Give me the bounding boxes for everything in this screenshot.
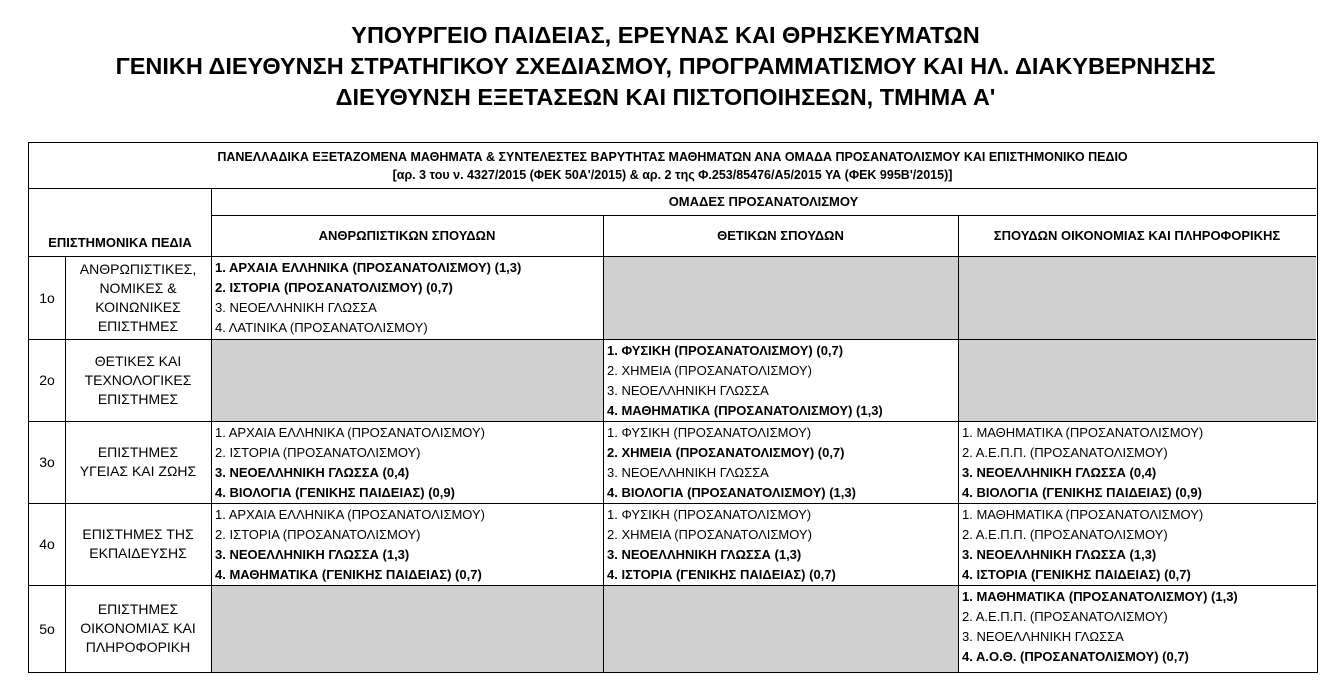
weighted-subject: 3. ΝΕΟΕΛΛΗΝΙΚΗ ΓΛΩΣΣΑ (1,3)	[607, 547, 802, 562]
field-number: 3ο	[39, 454, 55, 470]
empty-cell	[212, 586, 603, 672]
ministry-name: ΥΠΟΥΡΓΕΙΟ ΠΑΙΔΕΙΑΣ, ΕΡΕΥΝΑΣ ΚΑΙ ΘΡΗΣΚΕΥΜΑΤΩΝ	[351, 22, 980, 48]
weighted-subject: 3. ΝΕΟΕΛΛΗΝΙΚΗ ΓΛΩΣΣΑ (0,4)	[962, 465, 1157, 480]
table-rule	[29, 421, 1316, 422]
subject: 1. ΦΥΣΙΚΗ (ΠΡΟΣΑΝΑΤΟΛΙΣΜΟΥ)	[607, 507, 812, 522]
field-name-line: ΘΕΤΙΚΕΣ ΚΑΙ	[94, 352, 182, 369]
subject-list	[215, 505, 601, 585]
table-rule	[29, 503, 1316, 504]
table-rule	[603, 215, 604, 672]
subject-list	[962, 423, 1314, 503]
subject: 3. ΝΕΟΕΛΛΗΝΙΚΗ ΓΛΩΣΣΑ	[607, 383, 769, 398]
field-name	[65, 256, 211, 339]
group-header-sciences: ΘΕΤΙΚΩΝ ΣΠΟΥΔΩΝ	[717, 228, 844, 243]
field-name-line: ΟΙΚΟΝΟΜΙΑΣ ΚΑΙ	[80, 620, 196, 636]
field-name-line: ΕΠΙΣΤΗΜΕΣ	[97, 601, 179, 617]
field-name	[65, 339, 211, 421]
field-name-line: ΠΛΗΡΟΦΟΡΙΚΗ	[85, 639, 191, 655]
subject-list	[962, 587, 1314, 667]
group-header-economics: ΣΠΟΥΔΩΝ ΟΙΚΟΝΟΜΙΑΣ ΚΑΙ ΠΛΗΡΟΦΟΡΙΚΗΣ	[993, 228, 1281, 243]
weighted-subject: 2. ΙΣΤΟΡΙΑ (ΠΡΟΣΑΝΑΤΟΛΙΣΜΟΥ) (0,7)	[215, 280, 453, 295]
field-number: 1ο	[39, 289, 55, 306]
table-rule	[211, 188, 212, 672]
weighted-subject: 3. ΝΕΟΕΛΛΗΝΙΚΗ ΓΛΩΣΣΑ (0,4)	[215, 465, 410, 480]
table-rule	[29, 585, 1316, 586]
field-name-line: ΕΠΙΣΤΗΜΕΣ	[97, 444, 179, 460]
empty-cell	[959, 257, 1316, 339]
subject: 2. ΧΗΜΕΙΑ (ΠΡΟΣΑΝΑΤΟΛΙΣΜΟΥ)	[607, 527, 812, 542]
weighted-subject: 3. ΝΕΟΕΛΛΗΝΙΚΗ ΓΛΩΣΣΑ (1,3)	[962, 547, 1157, 562]
department-name: ΔΙΕΥΘΥΝΣΗ ΕΞΕΤΑΣΕΩΝ ΚΑΙ ΠΙΣΤΟΠΟΙΗΣΕΩΝ, ΤΜΗΜΑ Α'	[335, 84, 996, 110]
subject: 2. Α.Ε.Π.Π. (ΠΡΟΣΑΝΑΤΟΛΙΣΜΟΥ)	[962, 445, 1168, 460]
empty-cell	[212, 340, 603, 421]
field-number: 5ο	[39, 620, 55, 637]
field-name	[65, 503, 211, 585]
subject: 1. ΜΑΘΗΜΑΤΙΚΑ (ΠΡΟΣΑΝΑΤΟΛΙΣΜΟΥ)	[962, 507, 1204, 522]
field-name-line: ΕΠΙΣΤΗΜΕΣ	[97, 317, 179, 334]
subject: 3. ΝΕΟΕΛΛΗΝΙΚΗ ΓΛΩΣΣΑ	[607, 465, 769, 480]
document-header	[0, 20, 1331, 113]
subject: 1. ΦΥΣΙΚΗ (ΠΡΟΣΑΝΑΤΟΛΙΣΜΟΥ)	[607, 425, 812, 440]
table-title-block	[29, 143, 1316, 188]
subject: 4. ΛΑΤΙΝΙΚΑ (ΠΡΟΣΑΝΑΤΟΛΙΣΜΟΥ)	[215, 320, 428, 335]
table-rule	[29, 339, 1316, 340]
subject: 2. Α.Ε.Π.Π. (ΠΡΟΣΑΝΑΤΟΛΙΣΜΟΥ)	[962, 609, 1168, 624]
field-number: 2ο	[39, 372, 55, 388]
field-name-line: ΝΟΜΙΚΕΣ &	[99, 279, 177, 296]
weighted-subject: 2. ΧΗΜΕΙΑ (ΠΡΟΣΑΝΑΤΟΛΙΣΜΟΥ) (0,7)	[607, 445, 845, 460]
subject-list	[607, 423, 956, 503]
field-name	[65, 585, 211, 672]
weighted-subject: 4. ΙΣΤΟΡΙΑ (ΓΕΝΙΚΗΣ ΠΑΙΔΕΙΑΣ) (0,7)	[962, 567, 1191, 582]
subject-list	[962, 505, 1314, 585]
weighted-subject: 4. ΒΙΟΛΟΓΙΑ (ΓΕΝΙΚΗΣ ΠΑΙΔΕΙΑΣ) (0,9)	[215, 485, 455, 500]
field-name-line: ΑΝΘΡΩΠΙΣΤΙΚΕΣ,	[79, 260, 197, 277]
table-legal-reference: [αρ. 3 του ν. 4327/2015 (ΦΕΚ 50Α'/2015) & αρ. 2 της Φ.253/85476/Α5/2015 ΥΑ (ΦΕΚ 995Β'/2015)]	[392, 167, 953, 182]
empty-cell	[604, 257, 958, 339]
directorate-general-name: ΓΕΝΙΚΗ ΔΙΕΥΘΥΝΣΗ ΣΤΡΑΤΗΓΙΚΟΥ ΣΧΕΔΙΑΣΜΟΥ, ΠΡΟΓΡΑΜΜΑΤΙΣΜΟΥ ΚΑΙ ΗΛ. ΔΙΑΚΥΒΕΡΝΗΣΗΣ	[115, 53, 1216, 79]
table-rule	[29, 256, 1316, 257]
field-name-line: ΕΠΙΣΤΗΜΕΣ	[97, 390, 179, 407]
subject-list	[215, 423, 601, 503]
table-rule	[65, 256, 66, 672]
subject: 3. ΝΕΟΕΛΛΗΝΙΚΗ ΓΛΩΣΣΑ	[215, 300, 377, 315]
field-name-line: ΕΠΙΣΤΗΜΕΣ ΤΗΣ	[82, 526, 194, 542]
subject: 1. ΑΡΧΑΙΑ ΕΛΛΗΝΙΚΑ (ΠΡΟΣΑΝΑΤΟΛΙΣΜΟΥ)	[215, 507, 485, 522]
subject: 2. ΙΣΤΟΡΙΑ (ΠΡΟΣΑΝΑΤΟΛΙΣΜΟΥ)	[215, 445, 421, 460]
weighted-subject: 1. ΑΡΧΑΙΑ ΕΛΛΗΝΙΚΑ (ΠΡΟΣΑΝΑΤΟΛΙΣΜΟΥ) (1,3)	[215, 260, 522, 275]
exam-subjects-table	[28, 142, 1318, 673]
weighted-subject: 4. ΒΙΟΛΟΓΙΑ (ΠΡΟΣΑΝΑΤΟΛΙΣΜΟΥ) (1,3)	[607, 485, 856, 500]
field-name-line: ΕΚΠΑΙΔΕΥΣΗΣ	[89, 545, 187, 561]
empty-cell	[959, 340, 1316, 421]
subject-list	[215, 258, 601, 338]
field-name-line: ΤΕΧΝΟΛΟΓΙΚΕΣ	[84, 371, 192, 388]
orientation-groups-header: ΟΜΑΔΕΣ ΠΡΟΣΑΝΑΤΟΛΙΣΜΟΥ	[668, 194, 859, 209]
weighted-subject: 4. ΒΙΟΛΟΓΙΑ (ΓΕΝΙΚΗΣ ΠΑΙΔΕΙΑΣ) (0,9)	[962, 485, 1202, 500]
weighted-subject: 4. ΜΑΘΗΜΑΤΙΚΑ (ΠΡΟΣΑΝΑΤΟΛΙΣΜΟΥ) (1,3)	[607, 403, 883, 418]
subject: 2. ΧΗΜΕΙΑ (ΠΡΟΣΑΝΑΤΟΛΙΣΜΟΥ)	[607, 363, 812, 378]
field-name-line: ΚΟΙΝΩΝΙΚΕΣ	[95, 298, 181, 315]
empty-cell	[604, 586, 958, 672]
subject: 1. ΜΑΘΗΜΑΤΙΚΑ (ΠΡΟΣΑΝΑΤΟΛΙΣΜΟΥ)	[962, 425, 1204, 440]
subject-list	[607, 341, 956, 421]
weighted-subject: 4. ΙΣΤΟΡΙΑ (ΓΕΝΙΚΗΣ ΠΑΙΔΕΙΑΣ) (0,7)	[607, 567, 836, 582]
subject: 3. ΝΕΟΕΛΛΗΝΙΚΗ ΓΛΩΣΣΑ	[962, 629, 1124, 644]
weighted-subject: 3. ΝΕΟΕΛΛΗΝΙΚΗ ΓΛΩΣΣΑ (1,3)	[215, 547, 410, 562]
field-name-line: ΥΓΕΙΑΣ ΚΑΙ ΖΩΗΣ	[79, 463, 197, 479]
subject: 2. ΙΣΤΟΡΙΑ (ΠΡΟΣΑΝΑΤΟΛΙΣΜΟΥ)	[215, 527, 421, 542]
subject-list	[607, 505, 956, 585]
weighted-subject: 4. Α.Ο.Θ. (ΠΡΟΣΑΝΑΤΟΛΙΣΜΟΥ) (0,7)	[962, 649, 1189, 664]
table-rule	[958, 215, 959, 672]
field-number: 4ο	[39, 536, 55, 552]
field-name	[65, 421, 211, 503]
fields-column-header: ΕΠΙΣΤΗΜΟΝΙΚΑ ΠΕΔΙΑ	[48, 235, 192, 250]
subject: 1. ΑΡΧΑΙΑ ΕΛΛΗΝΙΚΑ (ΠΡΟΣΑΝΑΤΟΛΙΣΜΟΥ)	[215, 425, 485, 440]
subject: 2. Α.Ε.Π.Π. (ΠΡΟΣΑΝΑΤΟΛΙΣΜΟΥ)	[962, 527, 1168, 542]
table-rule	[29, 188, 1316, 189]
weighted-subject: 1. ΦΥΣΙΚΗ (ΠΡΟΣΑΝΑΤΟΛΙΣΜΟΥ) (0,7)	[607, 343, 844, 358]
group-header-humanities: ΑΝΘΡΩΠΙΣΤΙΚΩΝ ΣΠΟΥΔΩΝ	[318, 228, 496, 243]
weighted-subject: 1. ΜΑΘΗΜΑΤΙΚΑ (ΠΡΟΣΑΝΑΤΟΛΙΣΜΟΥ) (1,3)	[962, 589, 1238, 604]
weighted-subject: 4. ΜΑΘΗΜΑΤΙΚΑ (ΓΕΝΙΚΗΣ ΠΑΙΔΕΙΑΣ) (0,7)	[215, 567, 482, 582]
table-rule	[211, 215, 1316, 216]
table-title: ΠΑΝΕΛΛΑΔΙΚΑ ΕΞΕΤΑΖΟΜΕΝΑ ΜΑΘΗΜΑΤΑ & ΣΥΝΤΕΛΕΣΤΕΣ ΒΑΡΥΤΗΤΑΣ ΜΑΘΗΜΑΤΩΝ ΑΝΑ ΟΜΑΔΑ ΠΡΟΣΑΝΑΤΟΛΙΣΜΟΥ ΚΑΙ ΕΠΙΣΤΗΜΟΝΙΚΟ ΠΕΔΙΟ	[217, 149, 1128, 164]
